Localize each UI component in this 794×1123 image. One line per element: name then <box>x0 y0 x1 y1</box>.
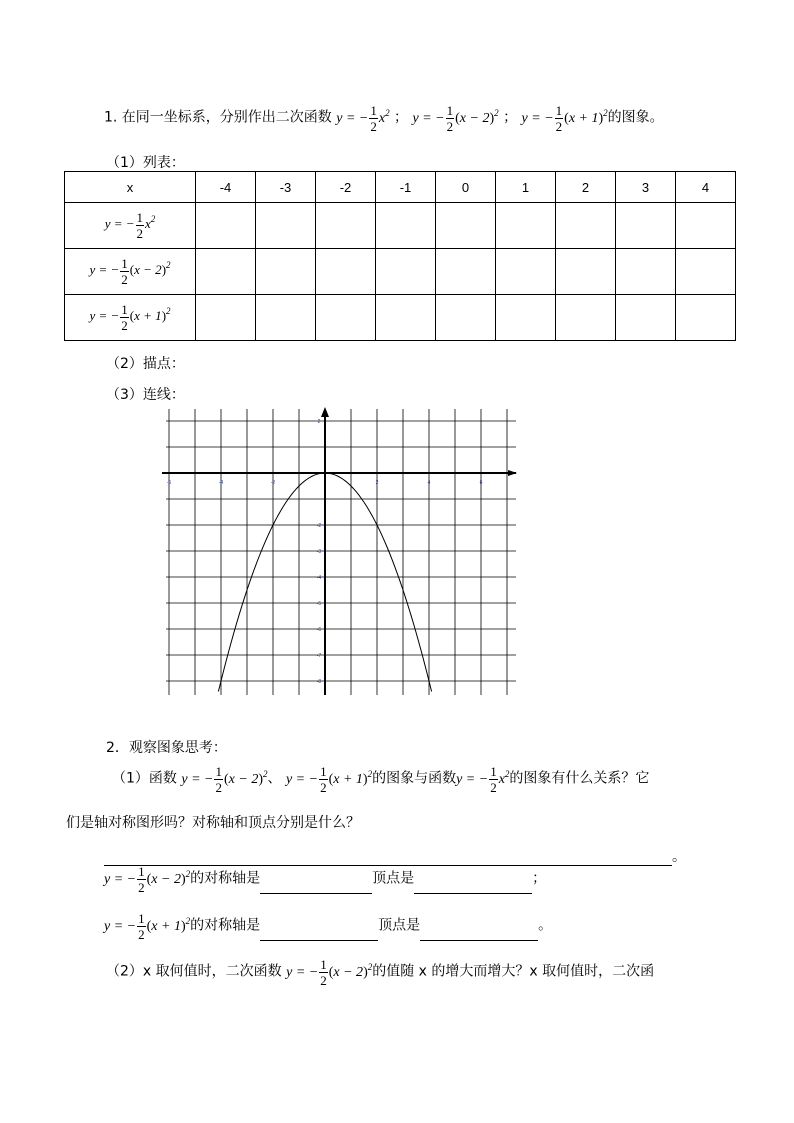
table-cell[interactable] <box>676 249 736 295</box>
table-x-value: -4 <box>196 172 256 203</box>
q1-suffix: 的图象。 <box>607 109 664 126</box>
table-cell[interactable] <box>256 203 316 249</box>
semicolon: ； <box>532 870 547 887</box>
formula-2b: y = − $\frac{1}{2}$ $(x - 2)^2$ <box>181 764 268 795</box>
table-cell[interactable] <box>376 249 436 295</box>
vertex-label: 顶点是 <box>378 917 421 934</box>
table-cell[interactable] <box>616 249 676 295</box>
table-cell[interactable] <box>316 295 376 341</box>
table-x-value: -2 <box>316 172 376 203</box>
formula-1: y = − $\frac{1}{2}$ $x^2$ <box>336 103 390 134</box>
y-tick-label: -8 <box>316 679 322 685</box>
table-cell[interactable] <box>496 295 556 341</box>
table-cell[interactable] <box>196 295 256 341</box>
table-cell[interactable] <box>316 203 376 249</box>
axis-label: 的对称轴是 <box>190 917 261 934</box>
table-x-value: -3 <box>256 172 316 203</box>
q2-p2-line <box>106 958 654 987</box>
table-row-label-2: y = − $\frac{1}{2}$ $(x - 2)^2$ <box>65 249 196 295</box>
table-cell[interactable] <box>496 249 556 295</box>
table-cell[interactable] <box>676 295 736 341</box>
y-tick-label: -5 <box>316 601 322 607</box>
formula-3c: y = − $\frac{1}{2}$ $(x + 1)^2$ <box>104 911 191 942</box>
table-cell[interactable] <box>436 295 496 341</box>
q1-sep1: ； <box>394 109 409 126</box>
formula-2: y = − $\frac{1}{2}$ $(x - 2)^2$ <box>412 103 499 134</box>
table-cell[interactable] <box>256 249 316 295</box>
table-cell[interactable] <box>556 249 616 295</box>
coordinate-graph <box>160 405 520 695</box>
y-tick-label: -4 <box>316 575 322 581</box>
q1-sep2: ； <box>503 109 518 126</box>
table-row-label-3: y = − $\frac{1}{2}$ $(x + 1)^2$ <box>65 295 196 341</box>
x-tick-label: -6 <box>166 480 172 486</box>
table-cell[interactable] <box>496 203 556 249</box>
table-cell[interactable] <box>436 203 496 249</box>
q2-p1-suffix: 的图象有什么关系？它 <box>509 770 650 787</box>
period: 。 <box>538 917 553 934</box>
x-axis-arrow <box>508 470 517 476</box>
table-x-value: 2 <box>556 172 616 203</box>
grid-lines <box>166 409 516 695</box>
q2-title: 2．观察图象思考： <box>106 740 227 756</box>
axis-label: 的对称轴是 <box>190 870 261 887</box>
axis-blank-2[interactable] <box>260 926 378 941</box>
q2-p1-mid: 的图象与函数 <box>372 770 457 787</box>
y-axis-arrow <box>321 407 329 417</box>
table-cell[interactable] <box>436 249 496 295</box>
answer-line-1[interactable] <box>104 846 686 866</box>
y-tick-label: -6 <box>316 627 322 633</box>
table-cell[interactable] <box>676 203 736 249</box>
formula-1b: y = − $\frac{1}{2}$ $x^2$ <box>456 764 510 795</box>
vertex-label: 顶点是 <box>372 870 415 887</box>
table-x-value: 3 <box>616 172 676 203</box>
table-cell[interactable] <box>316 249 376 295</box>
table-x-value: 0 <box>436 172 496 203</box>
x-tick-label: 4 <box>427 480 431 486</box>
table-cell[interactable] <box>196 249 256 295</box>
formula-3: y = − $\frac{1}{2}$ $(x + 1)^2$ <box>521 103 608 134</box>
table-cell[interactable] <box>556 203 616 249</box>
formula-3b: y = − $\frac{1}{2}$ $(x + 1)^2$ <box>285 764 373 795</box>
q2-p2-prefix: （2）x 取何值时，二次函数 <box>106 963 282 980</box>
y-tick-label: -2 <box>316 523 322 529</box>
table-row-label-1: y = − $\frac{1}{2}$ $x^2$ <box>65 203 196 249</box>
table-x-value: 4 <box>676 172 736 203</box>
table-x-value: -1 <box>376 172 436 203</box>
axis-blank-1[interactable] <box>260 879 372 894</box>
table-cell[interactable] <box>196 203 256 249</box>
q2-p1-line1 <box>112 765 649 794</box>
q1-line <box>104 104 664 133</box>
q1-prefix: 1. 在同一坐标系，分别作出二次函数 <box>104 109 332 126</box>
table-cell[interactable] <box>256 295 316 341</box>
x-tick-label: -2 <box>270 480 276 486</box>
axis-vertex-line-1 <box>104 865 546 894</box>
formula-2c: y = − $\frac{1}{2}$ $(x - 2)^2$ <box>104 864 191 895</box>
table-cell[interactable] <box>376 295 436 341</box>
y-tick-label: -7 <box>316 653 322 659</box>
x-tick-label: -4 <box>218 480 224 486</box>
table-cell[interactable] <box>616 203 676 249</box>
y-tick-label: 2 <box>317 419 321 425</box>
x-tick-label: 6 <box>479 480 483 486</box>
table-x-value: 1 <box>496 172 556 203</box>
vertex-blank-2[interactable] <box>420 926 538 941</box>
table-x-header: x <box>65 172 196 203</box>
table-cell[interactable] <box>376 203 436 249</box>
q2-p2-suffix: 的值随 x 的增大而增大？x 取何值时，二次函 <box>372 963 655 980</box>
y-tick-label: -3 <box>316 549 322 555</box>
step2-label: （2）描点： <box>106 356 185 372</box>
step3-label: （3）连线： <box>106 387 185 403</box>
vertex-blank-1[interactable] <box>414 879 532 894</box>
value-table <box>64 171 736 341</box>
axis-vertex-line-2 <box>104 912 552 941</box>
formula-2d: y = − $\frac{1}{2}$ $(x - 2)^2$ <box>286 957 373 988</box>
table-cell[interactable] <box>556 295 616 341</box>
q2-p1-sep: 、 <box>267 770 282 787</box>
table-cell[interactable] <box>616 295 676 341</box>
q2-p1-line2: 们是轴对称图形吗？对称轴和顶点分别是什么？ <box>66 815 360 831</box>
x-tick-label: 2 <box>375 480 379 486</box>
step1-label: （1）列表： <box>106 155 185 171</box>
answer-end-mark: 。 <box>672 849 686 865</box>
q2-p1-prefix: （1）函数 <box>112 770 177 787</box>
